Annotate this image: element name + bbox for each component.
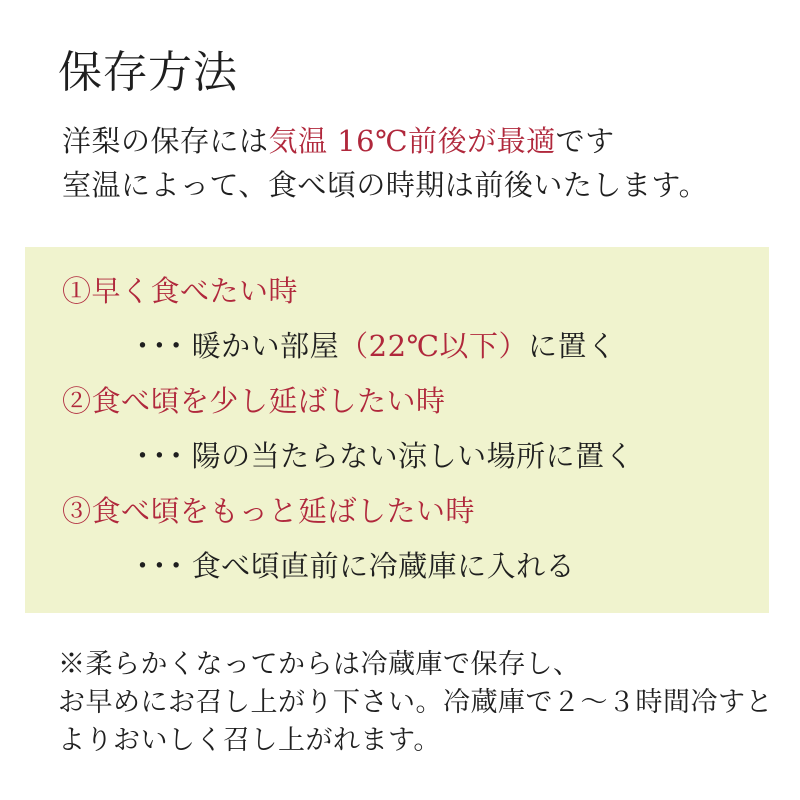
tips-box xyxy=(25,247,769,613)
tip-1-detail-highlight: （22℃以下） xyxy=(339,329,528,364)
tip-1-detail xyxy=(128,329,749,363)
intro-paragraph xyxy=(62,119,800,207)
tip-item-2 xyxy=(62,385,749,473)
tip-item-3 xyxy=(62,495,749,583)
tip-2-heading: ②食べ頃を少し延ばしたい時 xyxy=(62,384,446,419)
tip-1-dots: ・・・ xyxy=(128,329,179,364)
note-line-3: よりおいしく召し上がれます。 xyxy=(58,725,441,757)
tip-1-detail-post: に置く xyxy=(528,329,617,364)
intro-line1-pre: 洋梨の保存には xyxy=(62,124,269,159)
page-title: 保存方法 xyxy=(58,47,238,98)
tip-item-1 xyxy=(62,275,749,363)
tip-3-heading: ③食べ頃をもっと延ばしたい時 xyxy=(62,494,476,529)
intro-line-1 xyxy=(62,119,800,163)
tip-3-detail xyxy=(128,549,749,583)
note-paragraph xyxy=(58,646,800,760)
tip-3-dots: ・・・ xyxy=(128,549,179,584)
intro-line1-post: です xyxy=(555,124,615,159)
intro-line1-highlight: 気温 16℃前後が最適 xyxy=(268,124,556,159)
storage-method-page xyxy=(0,48,800,800)
tip-1-heading: ①早く食べたい時 xyxy=(62,274,299,309)
tip-2-detail-pre: 陽の当たらない涼しい場所に置く xyxy=(181,439,635,474)
tip-1-detail-pre: 暖かい部屋 xyxy=(181,329,340,364)
tip-2-detail xyxy=(128,439,749,473)
note-line-1: ※柔らかくなってからは冷蔵庫で保存し、 xyxy=(58,649,581,681)
tip-2-dots: ・・・ xyxy=(128,439,179,474)
tip-3-detail-pre: 食べ頃直前に冷蔵庫に入れる xyxy=(181,549,576,584)
intro-line-2: 室温によって、食べ頃の時期は前後いたします。 xyxy=(62,168,709,203)
note-line-2: お早めにお召し上がり下さい。冷蔵庫で２～３時間冷すと xyxy=(58,687,773,719)
